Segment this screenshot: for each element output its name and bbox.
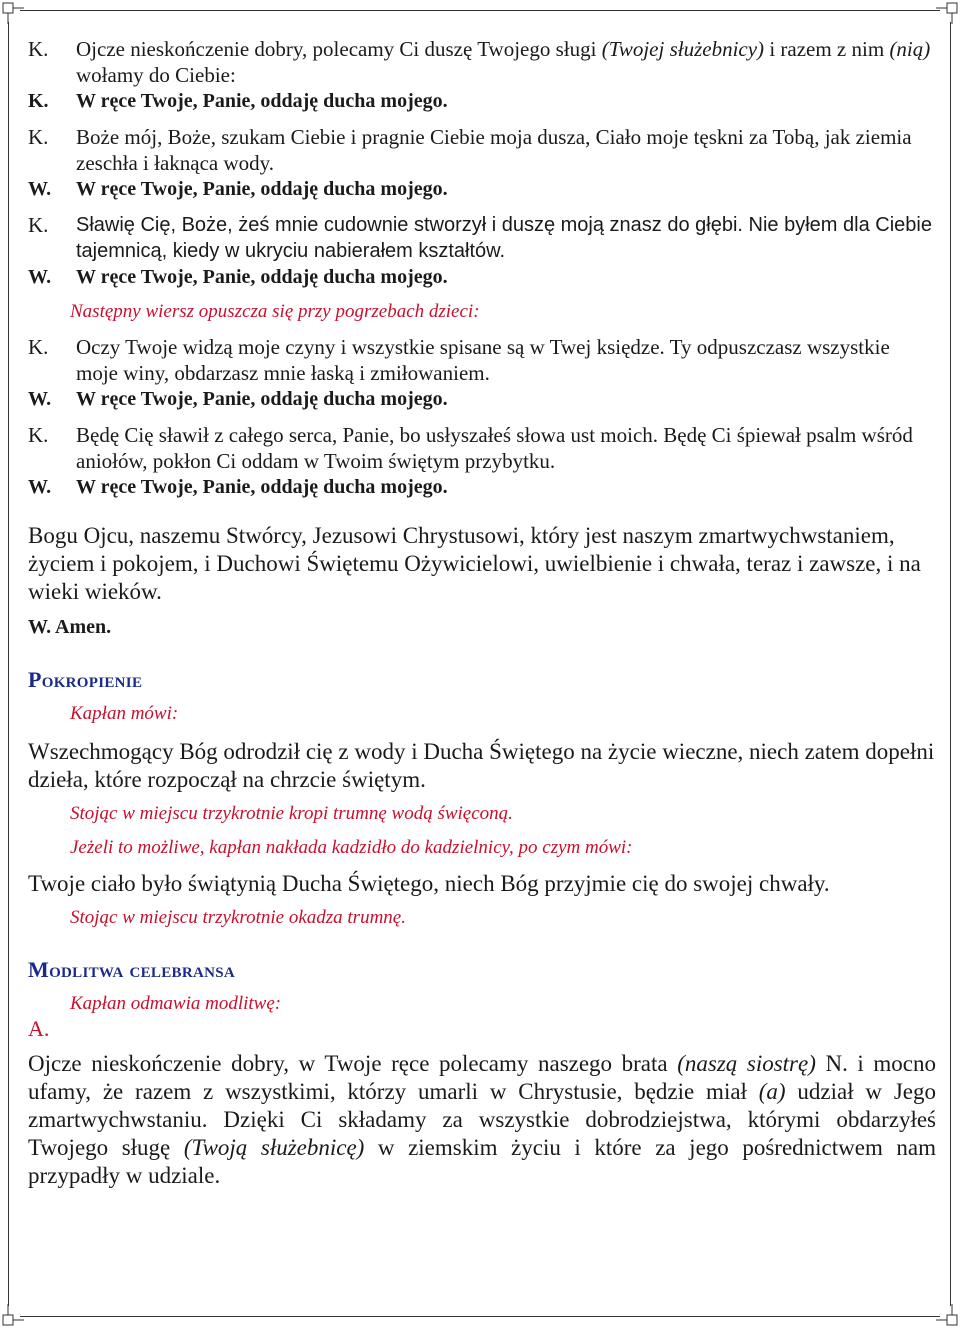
verse-text: Ojcze nieskończenie dobry, polecamy Ci duszę Twojego sługi (Twojej służebnicy) i razem z nim (nią) wołamy do Ciebie: xyxy=(76,37,931,87)
rubric-children: Następny wiersz opuszcza się przy pogrzebach dzieci: xyxy=(70,301,480,322)
verse-text: Oczy Twoje widzą moje czyny i wszystkie spisane są w Twej księdze. Ty odpuszczasz wszystkie moje winy, obdarzasz mnie łaską i zmiłowaniem. xyxy=(76,335,890,385)
verse-text: Boże mój, Boże, szukam Ciebie i pragnie Ciebie moja dusza, Ciało moje tęskni za Tobą, jak ziemia zeschła i łaknąca wody. xyxy=(76,125,912,175)
response-text: W ręce Twoje, Panie, oddaję ducha mojego. xyxy=(76,266,448,288)
litany-response-4 xyxy=(28,386,936,412)
rubric-sprinkle: Stojąc w miejscu trzykrotnie kropi trumnę wodą święconą. xyxy=(70,803,513,824)
response-mark: K. xyxy=(28,90,49,112)
frame-top xyxy=(20,10,940,11)
verse-mark: K. xyxy=(28,213,49,237)
frame-right xyxy=(950,22,951,1306)
litany-response-5 xyxy=(28,474,936,500)
section-heading-modlitwa: Modlitwa celebransa xyxy=(28,957,236,982)
verse-mark: K. xyxy=(28,125,49,149)
litany-verse-4 xyxy=(28,334,936,386)
corner-ornament-bl xyxy=(2,1304,24,1326)
verse-mark: K. xyxy=(28,37,49,61)
prayer-celebrant: Ojcze nieskończenie dobry, w Twoje ręce polecamy naszego brata (naszą siostrę) N. i mocno ufamy, że razem z wszystkimi, którzy umarli w Chrystusie, będzie miał (a) udział w Jego zmartwychwstaniu. Dzięki Ci składamy za wszystkie dobrodziejstwa, którymi obdarzyłeś Twojego sługę (Twoją służebnicę) w ziemskim życiu i które za jego pośrednictwem nam przypadły w udziale. xyxy=(28,1051,937,1188)
doxology-paragraph: Bogu Ojcu, naszemu Stwórcy, Jezusowi Chrystusowi, który jest naszym zmartwychwstaniem, życiem i pokojem, i Duchowi Świętemu Ożywicielowi, uwielbienie i chwała, teraz i zawsze, i na wieki wieków. xyxy=(28,523,921,604)
page-content xyxy=(28,36,936,1190)
litany-response-1 xyxy=(28,88,936,114)
response-mark: W. xyxy=(28,178,52,200)
response-text: W ręce Twoje, Panie, oddaję ducha mojego. xyxy=(76,476,448,498)
frame-bottom xyxy=(20,1316,940,1317)
corner-ornament-tl xyxy=(2,2,24,24)
response-text: W ręce Twoje, Panie, oddaję ducha mojego. xyxy=(76,178,448,200)
frame-left xyxy=(8,22,9,1306)
litany-verse-2 xyxy=(28,124,936,176)
rubric-incense-coffin: Stojąc w miejscu trzykrotnie okadza trumnę. xyxy=(70,907,406,928)
prayer-label-a: A. xyxy=(28,1016,50,1041)
response-text: W ręce Twoje, Panie, oddaję ducha mojego. xyxy=(76,90,448,112)
litany-verse-1 xyxy=(28,36,936,88)
prayer-blessing: Wszechmogący Bóg odrodził cię z wody i Ducha Świętego na życie wieczne, niech zatem dopełni dzieła, które rozpoczął na chrzcie świętym. xyxy=(28,739,935,792)
rubric-priest-prays: Kapłan odmawia modlitwę: xyxy=(70,993,282,1014)
rubric-incense: Jeżeli to możliwe, kapłan nakłada kadzidło do kadzielnicy, po czym mówi: xyxy=(70,837,633,858)
section-heading-pokropienie: Pokropienie xyxy=(28,667,143,692)
verse-mark: K. xyxy=(28,423,49,447)
corner-ornament-br xyxy=(936,1304,958,1326)
response-mark: W. xyxy=(28,266,52,288)
litany-verse-3 xyxy=(28,212,936,264)
litany-response-3 xyxy=(28,264,936,290)
litany-response-2 xyxy=(28,176,936,202)
response-mark: W. xyxy=(28,388,52,410)
response-mark: W. xyxy=(28,476,52,498)
response-text: W ręce Twoje, Panie, oddaję ducha mojego. xyxy=(76,388,448,410)
rubric-priest-says: Kapłan mówi: xyxy=(70,703,179,724)
corner-ornament-tr xyxy=(936,2,958,24)
verse-text: Będę Cię sławił z całego serca, Panie, bo usłyszałeś słowa ust moich. Będę Ci śpiewał psalm wśród aniołów, pokłon Ci oddam w Twoim świętym przybytku. xyxy=(76,423,913,473)
amen-response: W. Amen. xyxy=(28,616,112,638)
litany-verse-5 xyxy=(28,422,936,474)
verse-text: Sławię Cię, Boże, żeś mnie cudownie stworzył i duszę moją znasz do głębi. Nie byłem dla Ciebie tajemnicą, kiedy w ukryciu nabierałem kształtów. xyxy=(76,214,932,262)
verse-mark: K. xyxy=(28,335,49,359)
prayer-temple: Twoje ciało było świątynią Ducha Świętego, niech Bóg przyjmie cię do swojej chwały. xyxy=(28,871,830,896)
